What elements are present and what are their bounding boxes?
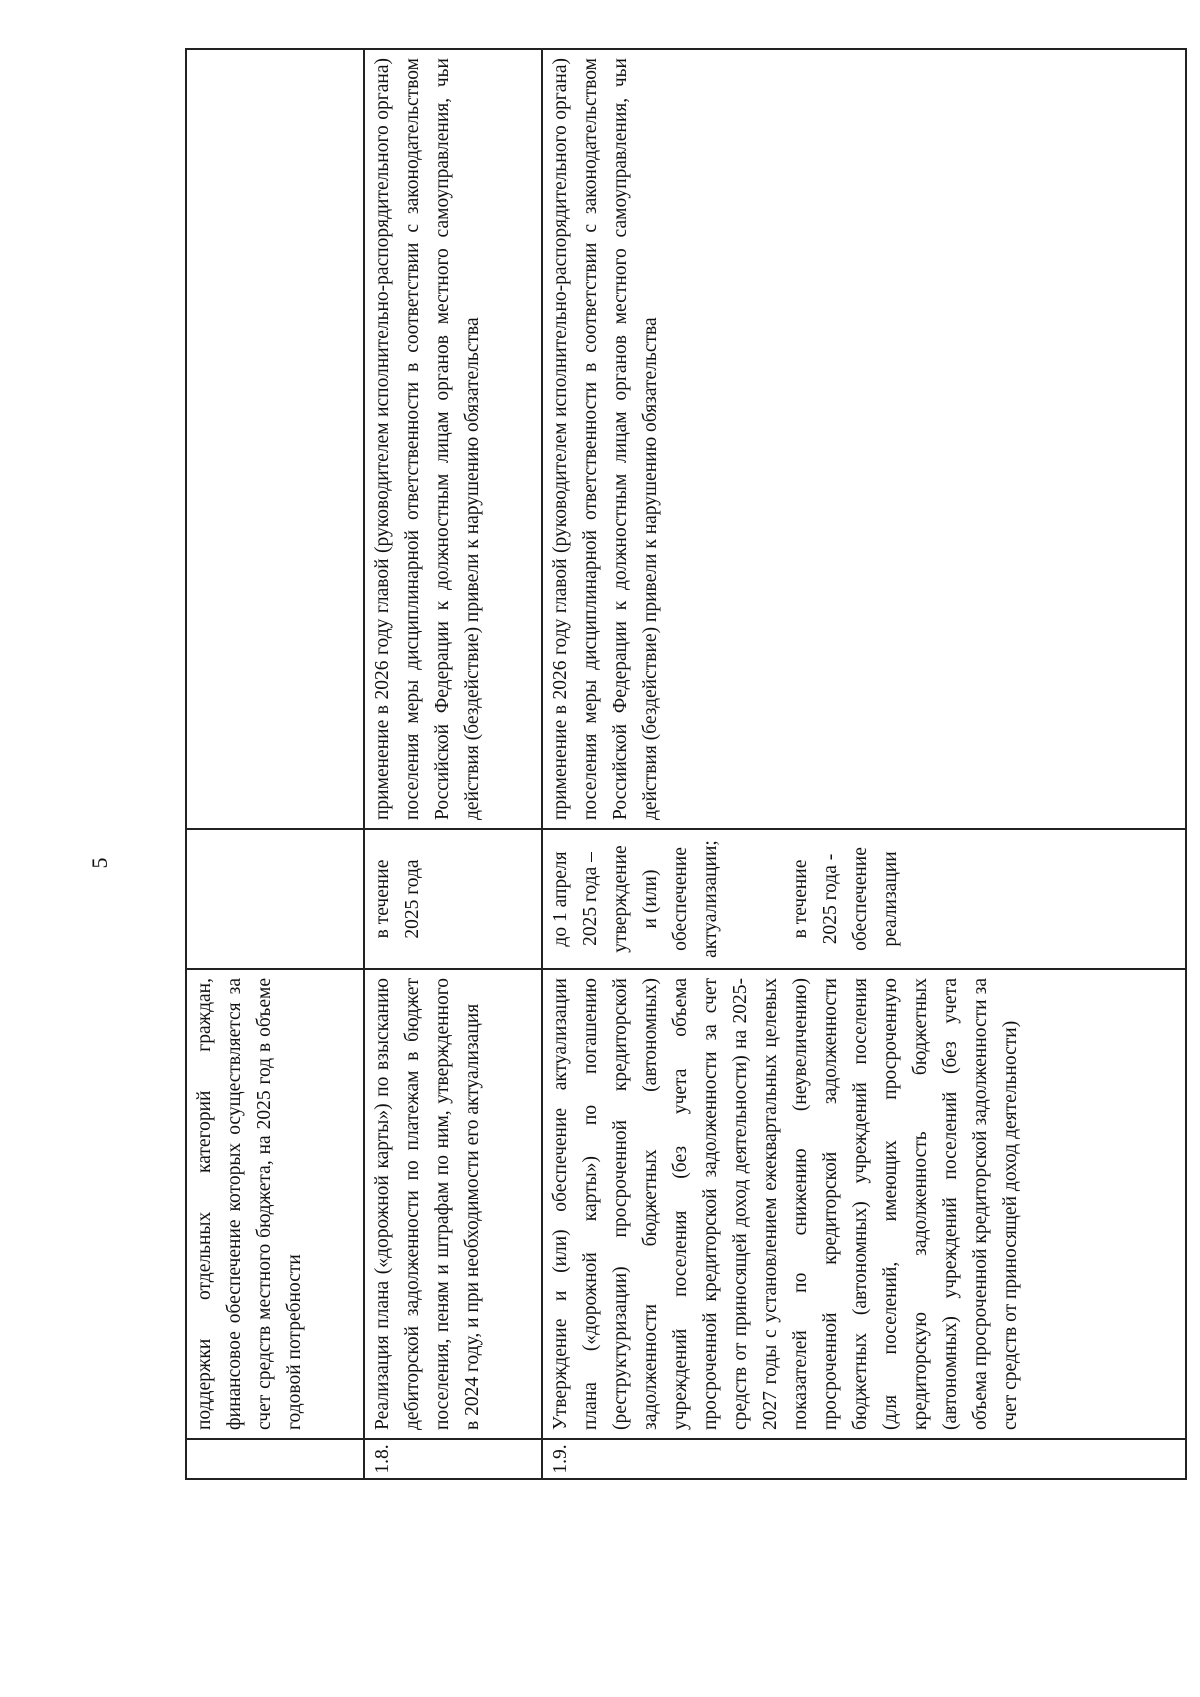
table-row xyxy=(186,49,364,1479)
item-number-cell: 1.9. xyxy=(542,1439,1186,1479)
table-row xyxy=(364,49,542,1479)
deadline-cell xyxy=(364,829,542,969)
deadline-cell xyxy=(542,829,1186,969)
deadline-cell xyxy=(186,829,364,969)
measure-description-cell: Реализация плана («дорожной карты») по взысканию дебиторской задолженности по платежам в бюджет поселения, пеням и штрафам по ним, утвержденного в 2024 году, и при необходимости его актуализация xyxy=(364,969,542,1439)
responsibility-cell: применение в 2026 году главой (руководителем исполнительно-распорядительного органа) поселения меры дисциплинарной ответственности в соответствии с законодательством Российской Федерации к должностным лицам органов местного самоуправления, чьи действия (бездействие) привели к нарушению обязательства xyxy=(364,49,542,829)
measures-table-container xyxy=(185,50,1185,1480)
table-row xyxy=(542,49,1186,1479)
responsibility-cell: применение в 2026 году главой (руководителем исполнительно-распорядительного органа) поселения меры дисциплинарной ответственности в соответствии с законодательством Российской Федерации к должностным лицам органов местного самоуправления, чьи действия (бездействие) привели к нарушению обязательства xyxy=(542,49,1186,829)
responsibility-cell xyxy=(186,49,364,829)
measure-description-cell: поддержки отдельных категорий граждан, финансовое обеспечение которых осуществляется за счет средств местного бюджета, на 2025 год в объеме годовой потребности xyxy=(186,969,364,1439)
deadline-text: до 1 апреля 2025 года – утверждение и (или) обеспечение актуализации; xyxy=(550,840,721,958)
deadline-text-secondary: в течение 2025 года - обеспечение реализации xyxy=(790,847,901,951)
item-number-cell: 1.8. xyxy=(364,1439,542,1479)
page-number: 5 xyxy=(87,857,112,869)
item-number-cell xyxy=(186,1439,364,1479)
deadline-text: в течение 2025 года xyxy=(372,859,423,939)
measures-table xyxy=(185,48,1187,1480)
measure-description-cell: Утверждение и (или) обеспечение актуализации плана («дорожной карты») по погашению (реструктуризации) просроченной кредиторской задолженности бюджетных (автономных) учреждений поселения (без учета объема просроченной кредиторской задолженности за счет средств от приносящей доход деятельности) на 2025-2027 годы с установлением ежеквартальных целевых показателей по снижению (неувеличению) просроченной кредиторской задолженности бюджетных (автономных) учреждений поселения (для поселений, имеющих просроченную кредиторскую задолженность бюджетных (автономных) учреждений поселений (без учета объема просроченной кредиторской задолженности за счет средств от приносящей доход деятельности) xyxy=(542,969,1186,1439)
